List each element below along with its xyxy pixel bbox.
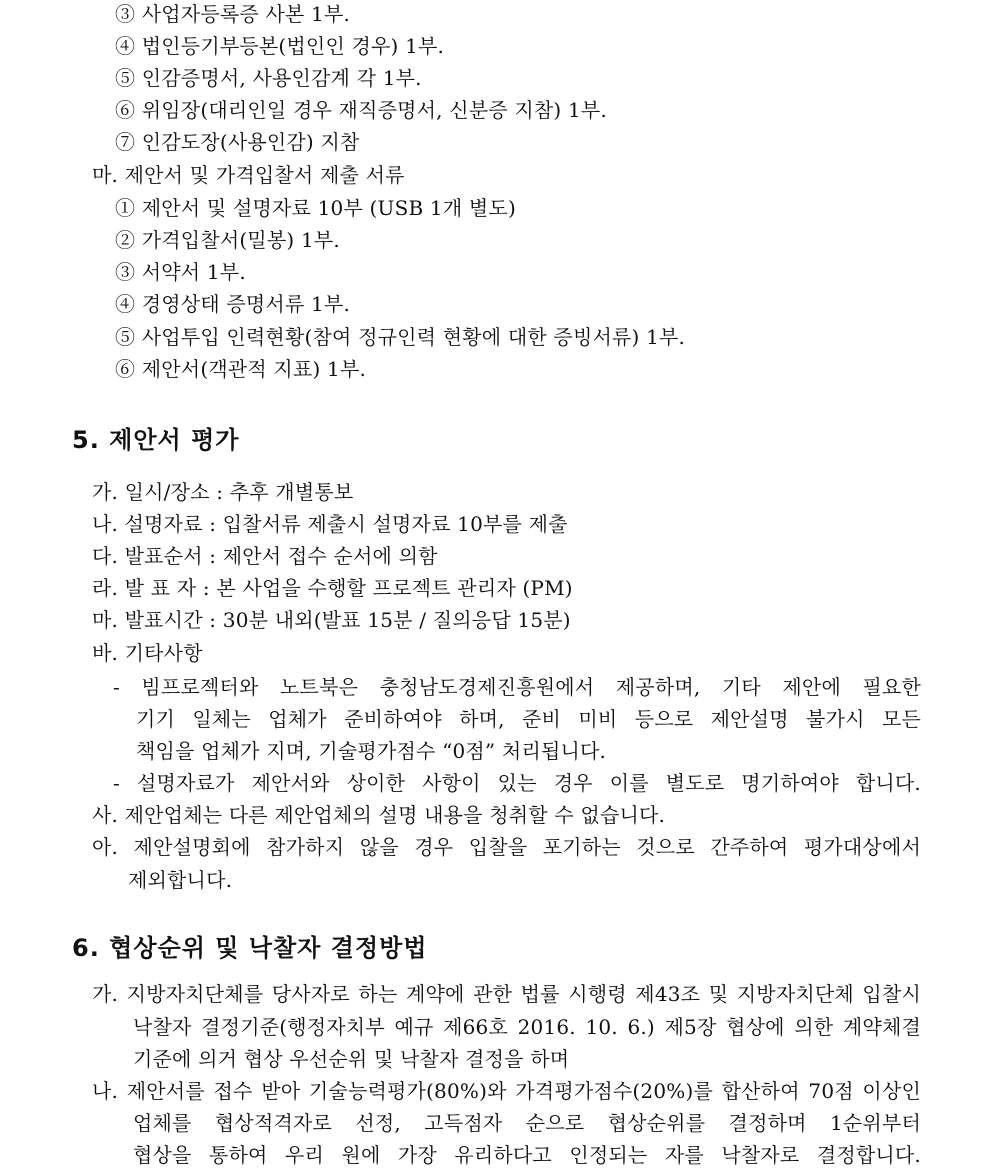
subsection-title: 마. 제안서 및 가격입찰서 제출 서류: [92, 163, 405, 187]
list-item: ② 가격입찰서(밀봉) 1부.: [115, 228, 340, 252]
body-line: 나. 설명자료 : 입찰서류 제출시 설명자료 10부를 제출: [92, 512, 568, 536]
body-line: 아. 제안설명회에 참가하지 않을 경우 입찰을 포기하는 것으로 간주하여 평가대상에서: [92, 835, 921, 859]
list-item: ⑤ 인감증명서, 사용인감계 각 1부.: [115, 66, 422, 90]
list-item: ③ 사업자등록증 사본 1부.: [115, 2, 351, 26]
list-item: ③ 서약서 1부.: [115, 260, 246, 284]
list-item: ⑤ 사업투입 인력현황(참여 정규인력 현황에 대한 증빙서류) 1부.: [115, 325, 686, 349]
section-heading: 6. 협상순위 및 낙찰자 결정방법: [72, 934, 428, 962]
list-item: ① 제안서 및 설명자료 10부 (USB 1개 별도): [115, 196, 516, 220]
bullet-line: - 빔프로젝터와 노트북은 충청남도경제진흥원에서 제공하며, 기타 제안에 필요한: [113, 675, 921, 699]
body-line: 라. 발 표 자 : 본 사업을 수행할 프로젝트 관리자 (PM): [92, 576, 573, 600]
list-item: ④ 경영상태 증명서류 1부.: [115, 292, 351, 316]
continuation-line: 기기 일체는 업체가 준비하여야 하며, 준비 미비 등으로 제안설명 불가시 모든: [136, 707, 921, 731]
continuation-line: 기준에 의거 협상 우선순위 및 낙찰자 결정을 하며: [133, 1047, 570, 1071]
list-item: ④ 법인등기부등본(법인인 경우) 1부.: [115, 34, 445, 58]
body-line: 가. 지방자치단체를 당사자로 하는 계약에 관한 법률 시행령 제43조 및 지방자치단체 입찰시: [92, 982, 921, 1006]
continuation-line: 낙찰자 결정기준(행정자치부 예규 제66호 2016. 10. 6.) 제5장 협상에 의한 계약체결: [133, 1015, 921, 1039]
body-line: 바. 기타사항: [92, 641, 203, 665]
continuation-line: 업체를 협상적격자로 선정, 고득점자 순으로 협상순위를 결정하며 1순위부터: [133, 1111, 921, 1135]
body-line: 나. 제안서를 접수 받아 기술능력평가(80%)와 가격평가점수(20%)를 합산하여 70점 이상인: [92, 1079, 921, 1103]
section-heading: 5. 제안서 평가: [72, 426, 240, 454]
list-item: ⑦ 인감도장(사용인감) 지참: [115, 130, 360, 154]
body-line: 마. 발표시간 : 30분 내외(발표 15분 / 질의응답 15분): [92, 608, 571, 632]
body-line: 다. 발표순서 : 제안서 접수 순서에 의함: [92, 544, 438, 568]
body-line: 사. 제안업체는 다른 제안업체의 설명 내용을 청취할 수 없습니다.: [92, 803, 666, 827]
continuation-line: 협상을 통하여 우리 원에 가장 유리하다고 인정되는 자를 낙찰자로 결정합니다.: [133, 1143, 921, 1167]
continuation-line: 책임을 업체가 지며, 기술평가점수 “0점” 처리됩니다.: [136, 739, 607, 763]
bullet-line: - 설명자료가 제안서와 상이한 사항이 있는 경우 이를 별도로 명기하여야 합니다.: [113, 771, 921, 795]
body-line: 가. 일시/장소 : 추후 개별통보: [92, 480, 354, 504]
list-item: ⑥ 위임장(대리인일 경우 재직증명서, 신분증 지참) 1부.: [115, 98, 607, 122]
continuation-line: 제외합니다.: [128, 868, 233, 892]
list-item: ⑥ 제안서(객관적 지표) 1부.: [115, 357, 367, 381]
